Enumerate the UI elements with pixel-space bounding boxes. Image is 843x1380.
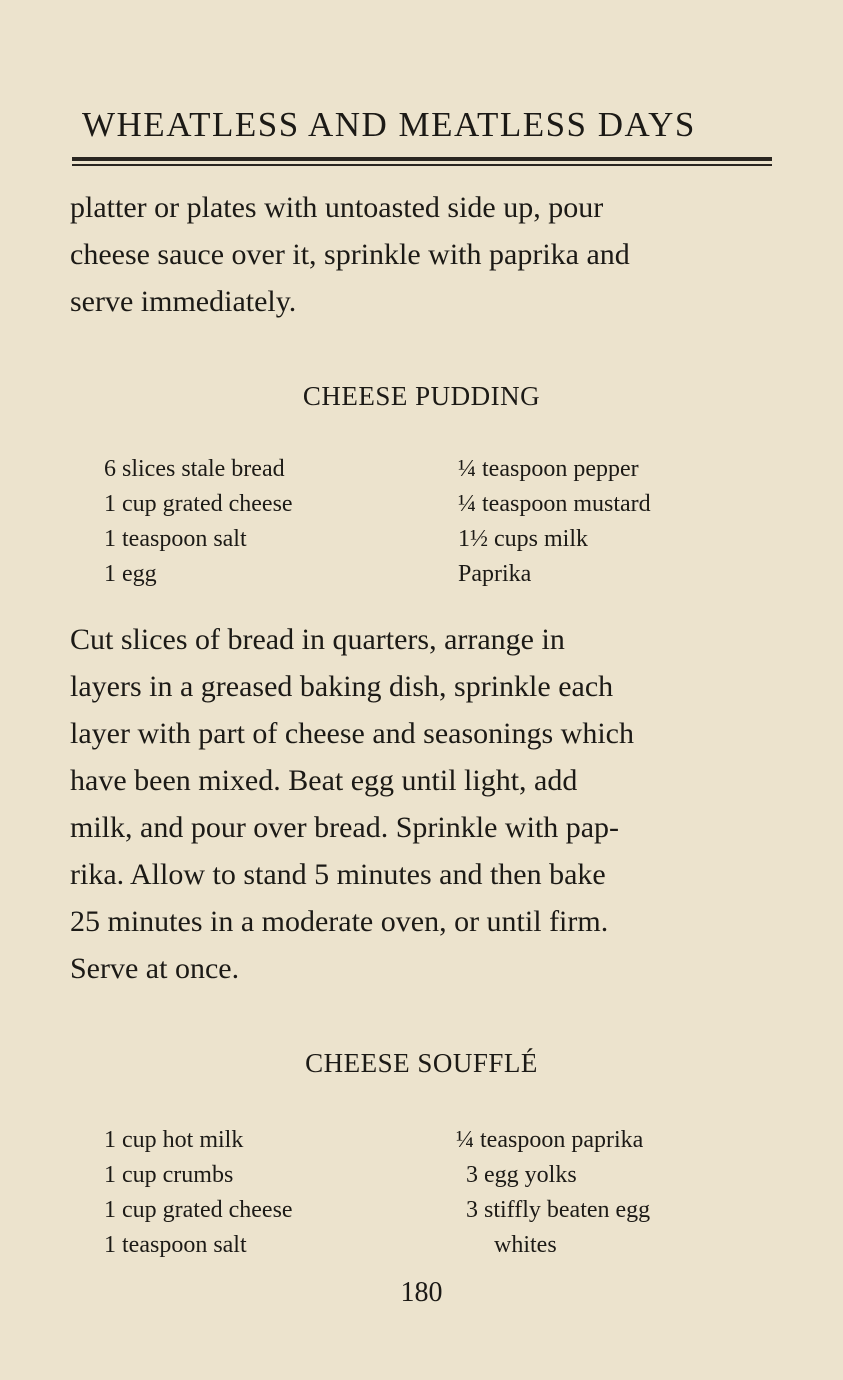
ingredient-item: 1½ cups milk (458, 526, 588, 552)
paragraph-line: platter or plates with untoasted side up, pour (70, 191, 604, 224)
ingredient-item: 1 teaspoon salt (104, 1232, 247, 1258)
ingredient-list-right (458, 452, 651, 592)
recipe-title-cheese-souffle: CHEESE SOUFFLÉ (305, 1048, 538, 1078)
header-rule-thin (72, 164, 772, 166)
ingredient-item: 1 cup hot milk (104, 1127, 244, 1153)
paragraph-line: cheese sauce over it, sprinkle with paprika and (70, 238, 630, 271)
running-head: WHEATLESS AND MEATLESS DAYS (82, 105, 696, 144)
ingredient-item: ¼ teaspoon mustard (458, 491, 651, 517)
ingredient-item: whites (494, 1232, 557, 1258)
ingredient-item: ¼ teaspoon pepper (458, 456, 639, 482)
paragraph-line: serve immediately. (70, 285, 297, 318)
header-rule-thick (72, 157, 772, 161)
souffle-ingredient-list-right (456, 1123, 650, 1263)
paragraph-line: layers in a greased baking dish, sprinkle each (70, 670, 614, 703)
ingredient-item: 3 stiffly beaten egg (466, 1197, 651, 1223)
ingredient-item: 1 egg (104, 561, 157, 587)
ingredient-item: 6 slices stale bread (104, 456, 285, 482)
ingredient-list-left (104, 452, 293, 592)
ingredient-item: 1 cup grated cheese (104, 1197, 293, 1223)
paragraph-line: layer with part of cheese and seasonings which (70, 717, 634, 750)
ingredient-item: 3 egg yolks (466, 1162, 577, 1188)
ingredient-item: 1 teaspoon salt (104, 526, 247, 552)
ingredient-item: ¼ teaspoon paprika (456, 1127, 644, 1153)
paragraph-line: rika. Allow to stand 5 minutes and then bake (70, 858, 606, 891)
paragraph-line: Cut slices of bread in quarters, arrange in (70, 623, 565, 656)
recipe-title-cheese-pudding: CHEESE PUDDING (302, 381, 541, 411)
paragraph-line: milk, and pour over bread. Sprinkle with pap- (70, 811, 620, 844)
paragraph-line: Serve at once. (70, 952, 240, 985)
paragraph-line: 25 minutes in a moderate oven, or until firm. (70, 905, 609, 938)
souffle-ingredient-list-left (104, 1123, 293, 1263)
paragraph-line: have been mixed. Beat egg until light, add (70, 764, 578, 797)
page-number: 180 (400, 1277, 443, 1308)
ingredient-item: Paprika (458, 561, 532, 587)
ingredient-item: 1 cup crumbs (104, 1162, 234, 1188)
ingredient-item: 1 cup grated cheese (104, 491, 293, 517)
